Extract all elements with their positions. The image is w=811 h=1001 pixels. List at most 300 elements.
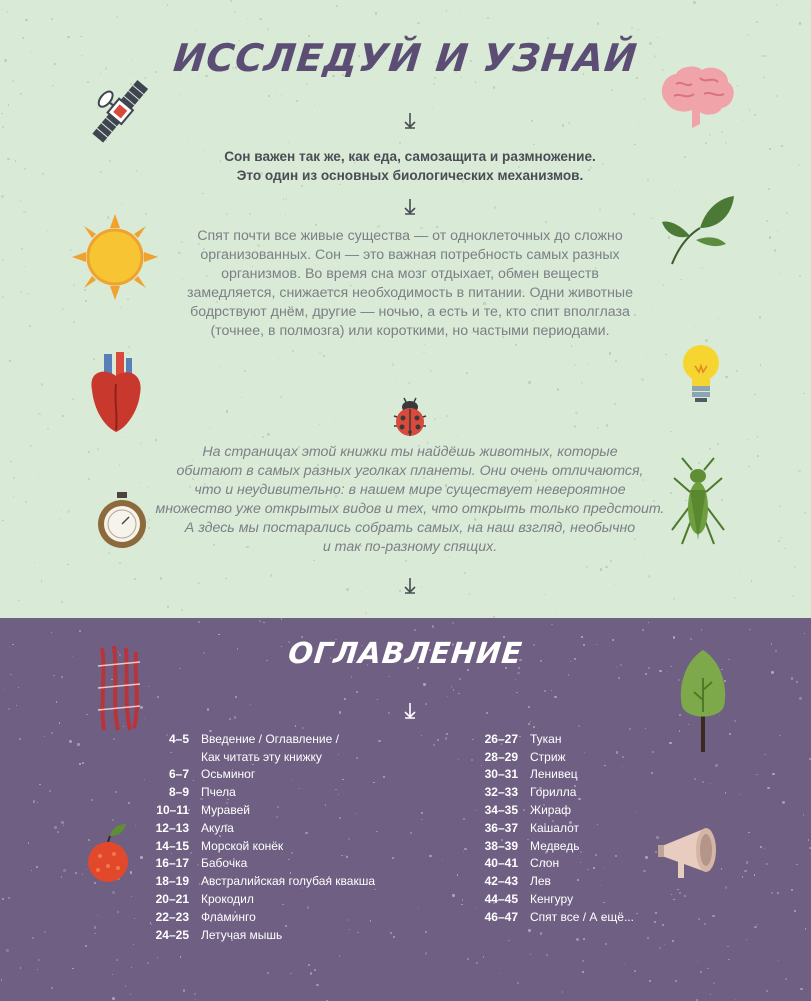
texture-dot — [425, 931, 427, 933]
texture-dot — [393, 936, 395, 938]
body-paragraph: Спят почти все живые существа — от одноклеточных до сложно организованных. Сон — это важная потребность самых разных организмов. Во время сна мозг отдыхает, обмен веществ замедляется, снижается необходимость в питании. Одни животные бодрствуют днём, другие — ночью, а есть и те, кто спит вполглаза (точнее, в полмозга) или короткими, но частыми периодами. — [186, 228, 634, 339]
toc-entry[interactable]: 18–19 Австралийская голубая квакша — [155, 874, 375, 889]
texture-dot — [20, 291, 22, 293]
texture-dot — [155, 439, 157, 441]
texture-dot — [34, 562, 35, 563]
texture-dot — [782, 801, 784, 803]
texture-dot — [615, 584, 616, 585]
brain-icon — [656, 64, 738, 134]
texture-dot — [528, 723, 530, 725]
texture-dot — [740, 570, 741, 571]
texture-dot — [725, 886, 727, 888]
texture-dot — [791, 677, 793, 679]
texture-dot — [452, 622, 454, 624]
texture-dot — [73, 321, 75, 323]
texture-dot — [463, 818, 465, 820]
texture-dot — [562, 991, 564, 993]
texture-dot — [51, 987, 53, 989]
texture-dot — [135, 825, 136, 826]
texture-dot — [134, 918, 135, 919]
toc-entry[interactable]: 12–13 Акула — [155, 820, 234, 835]
texture-dot — [160, 577, 162, 579]
texture-dot — [249, 213, 251, 215]
texture-dot — [308, 964, 310, 966]
toc-entry[interactable]: 24–25 Летучая мышь — [155, 927, 283, 942]
texture-dot — [116, 16, 118, 18]
texture-dot — [148, 686, 149, 687]
texture-dot — [798, 164, 800, 166]
texture-dot — [130, 994, 131, 995]
texture-dot — [648, 575, 650, 577]
texture-dot — [283, 198, 285, 200]
texture-dot — [764, 848, 765, 849]
texture-dot — [1, 195, 3, 197]
texture-dot — [760, 846, 762, 848]
texture-dot — [717, 291, 718, 292]
texture-dot — [86, 714, 88, 716]
texture-dot — [112, 891, 114, 893]
texture-dot — [667, 671, 668, 672]
down-arrow-icon — [403, 577, 417, 595]
texture-dot — [125, 437, 126, 438]
texture-dot — [85, 945, 87, 947]
texture-dot — [140, 442, 142, 444]
texture-dot — [606, 424, 608, 426]
texture-dot — [94, 933, 95, 934]
texture-dot — [423, 352, 424, 353]
texture-dot — [471, 759, 473, 761]
texture-dot — [28, 842, 30, 844]
texture-dot — [636, 812, 638, 814]
texture-dot — [67, 564, 69, 566]
texture-dot — [634, 970, 636, 972]
texture-dot — [528, 381, 530, 383]
toc-entry[interactable]: 32–33 Горилла — [484, 785, 577, 800]
texture-dot — [181, 563, 182, 564]
texture-dot — [116, 959, 118, 961]
texture-dot — [673, 899, 674, 900]
texture-dot — [38, 413, 40, 415]
texture-dot — [255, 436, 256, 437]
texture-dot — [136, 170, 137, 171]
texture-dot — [515, 344, 517, 346]
toc-entry[interactable]: 34–35 Жираф — [484, 803, 572, 818]
texture-dot — [457, 874, 458, 875]
down-arrow-icon — [403, 198, 417, 216]
texture-dot — [20, 93, 22, 95]
texture-dot — [187, 140, 189, 142]
texture-dot — [462, 899, 464, 901]
texture-dot — [30, 445, 32, 447]
texture-dot — [646, 354, 647, 355]
texture-dot — [618, 677, 620, 679]
texture-dot — [652, 751, 654, 753]
texture-dot — [446, 10, 448, 12]
texture-dot — [605, 566, 607, 568]
texture-dot — [786, 212, 788, 214]
toc-entry[interactable]: 26–27 Тукан — [484, 731, 562, 746]
texture-dot — [677, 889, 678, 890]
texture-dot — [605, 943, 607, 945]
texture-dot — [19, 738, 21, 740]
texture-dot — [91, 799, 93, 801]
texture-dot — [665, 354, 667, 356]
texture-dot — [533, 726, 535, 728]
toc-entry[interactable]: 6–7 Осьминог — [168, 767, 256, 782]
texture-dot — [61, 876, 63, 878]
texture-dot — [508, 940, 510, 942]
texture-dot — [530, 954, 531, 955]
texture-dot — [315, 224, 317, 226]
texture-dot — [61, 821, 63, 823]
texture-dot — [63, 869, 65, 871]
texture-dot — [466, 372, 468, 374]
texture-dot — [57, 831, 59, 833]
texture-dot — [433, 744, 435, 746]
texture-dot — [469, 593, 471, 595]
texture-dot — [44, 736, 45, 737]
texture-dot — [133, 944, 134, 945]
texture-dot — [698, 918, 700, 920]
toc-entry[interactable]: 42–43 Лев — [484, 874, 551, 889]
texture-dot — [56, 701, 58, 703]
texture-dot — [24, 168, 26, 170]
texture-dot — [747, 104, 749, 106]
texture-dot — [546, 954, 548, 956]
texture-dot — [670, 431, 672, 433]
orange-fruit-icon — [86, 822, 134, 884]
texture-dot — [235, 696, 237, 698]
texture-dot — [220, 608, 221, 609]
texture-dot — [39, 784, 40, 785]
toc-entry[interactable]: 14–15 Морской конёк — [155, 838, 284, 853]
texture-dot — [648, 622, 649, 623]
texture-dot — [487, 17, 489, 19]
texture-dot — [408, 382, 410, 384]
texture-dot — [649, 980, 651, 982]
texture-dot — [766, 220, 767, 221]
texture-dot — [383, 143, 384, 144]
texture-dot — [799, 275, 800, 276]
texture-dot — [339, 955, 341, 957]
texture-dot — [8, 897, 10, 899]
texture-dot — [555, 615, 556, 616]
texture-dot — [51, 18, 53, 20]
texture-dot — [464, 572, 466, 574]
leaves-icon — [660, 194, 738, 266]
texture-dot — [486, 372, 487, 373]
texture-dot — [134, 578, 136, 580]
texture-dot — [270, 574, 272, 576]
texture-dot — [735, 999, 736, 1000]
texture-dot — [18, 687, 19, 688]
texture-dot — [346, 588, 348, 590]
texture-dot — [339, 711, 341, 713]
texture-dot — [154, 194, 155, 195]
texture-dot — [760, 364, 761, 365]
texture-dot — [475, 81, 476, 82]
texture-dot — [125, 985, 126, 986]
texture-dot — [281, 95, 282, 96]
texture-dot — [768, 188, 770, 190]
texture-dot — [748, 439, 749, 440]
texture-dot — [779, 505, 781, 507]
texture-dot — [418, 908, 419, 909]
texture-dot — [376, 831, 377, 832]
texture-dot — [7, 158, 9, 160]
texture-dot — [693, 1, 695, 3]
toc-entry[interactable]: 46–47 Спят все / А ещё... — [484, 909, 634, 924]
texture-dot — [779, 735, 780, 736]
toc-entry[interactable]: 4–5 Введение / Оглавление / — [168, 731, 339, 746]
texture-dot — [611, 89, 613, 91]
texture-dot — [457, 436, 458, 437]
texture-dot — [119, 562, 121, 564]
toc-entry[interactable]: 22–23 Фламинго — [155, 909, 256, 924]
texture-dot — [21, 248, 23, 250]
texture-dot — [286, 198, 287, 199]
texture-dot — [198, 621, 200, 623]
texture-dot — [108, 552, 110, 554]
texture-dot — [554, 696, 556, 698]
texture-dot — [334, 421, 335, 422]
texture-dot — [645, 673, 647, 675]
texture-dot — [642, 629, 644, 631]
texture-dot — [295, 725, 297, 727]
texture-dot — [113, 738, 115, 740]
texture-dot — [582, 971, 583, 972]
texture-dot — [12, 80, 14, 82]
texture-dot — [651, 218, 652, 219]
texture-dot — [483, 956, 485, 958]
texture-dot — [267, 433, 269, 435]
texture-dot — [494, 206, 496, 208]
texture-dot — [778, 960, 779, 961]
texture-dot — [37, 802, 38, 803]
texture-dot — [568, 122, 570, 124]
ladybug-icon — [390, 394, 430, 438]
texture-dot — [794, 566, 796, 568]
texture-dot — [47, 428, 48, 429]
texture-dot — [18, 600, 20, 602]
texture-dot — [147, 962, 149, 964]
texture-dot — [399, 590, 401, 592]
texture-dot — [575, 412, 577, 414]
texture-dot — [615, 360, 617, 362]
texture-dot — [662, 924, 664, 926]
texture-dot — [388, 712, 390, 714]
toc-entry[interactable]: 16–17 Бабочка — [155, 856, 248, 871]
texture-dot — [82, 874, 83, 875]
texture-dot — [36, 866, 38, 868]
texture-dot — [713, 982, 715, 984]
texture-dot — [748, 466, 750, 468]
texture-dot — [749, 629, 751, 631]
texture-dot — [82, 762, 84, 764]
texture-dot — [766, 990, 768, 992]
texture-dot — [25, 19, 27, 21]
texture-dot — [447, 696, 448, 697]
texture-dot — [641, 378, 643, 380]
texture-dot — [798, 470, 800, 472]
toc-entry[interactable]: 10–11 Муравей — [156, 803, 250, 818]
texture-dot — [725, 792, 726, 793]
texture-dot — [267, 28, 269, 30]
texture-dot — [499, 973, 500, 974]
texture-dot — [69, 740, 71, 742]
texture-dot — [51, 632, 53, 634]
texture-dot — [643, 870, 645, 872]
texture-dot — [429, 855, 431, 857]
texture-dot — [421, 812, 423, 814]
texture-dot — [664, 944, 665, 945]
texture-dot — [769, 148, 770, 149]
texture-dot — [128, 802, 130, 804]
texture-dot — [600, 568, 602, 570]
texture-dot — [754, 114, 756, 116]
texture-dot — [314, 969, 316, 971]
texture-dot — [769, 236, 771, 238]
texture-dot — [486, 712, 488, 714]
texture-dot — [647, 937, 649, 939]
texture-dot — [167, 606, 169, 608]
texture-dot — [247, 18, 248, 19]
texture-dot — [319, 352, 321, 354]
toc-entry[interactable]: Как читать эту книжку — [201, 749, 322, 764]
texture-dot — [528, 706, 530, 708]
toc-entry[interactable]: 30–31 Ленивец — [484, 767, 578, 782]
texture-dot — [292, 350, 294, 352]
muscle-tissue-icon — [90, 644, 146, 732]
texture-dot — [705, 142, 707, 144]
texture-dot — [279, 358, 280, 359]
texture-dot — [33, 800, 35, 802]
texture-dot — [762, 101, 763, 102]
texture-dot — [351, 676, 353, 678]
texture-dot — [707, 968, 708, 969]
texture-dot — [639, 613, 640, 614]
texture-dot — [800, 988, 802, 990]
texture-dot — [791, 889, 793, 891]
texture-dot — [796, 864, 797, 865]
texture-dot — [194, 993, 196, 995]
texture-dot — [1, 113, 3, 115]
texture-dot — [51, 732, 53, 734]
texture-dot — [727, 946, 728, 947]
texture-dot — [545, 221, 547, 223]
texture-dot — [458, 759, 460, 761]
texture-dot — [799, 22, 801, 24]
texture-dot — [88, 451, 90, 453]
texture-dot — [67, 510, 69, 512]
texture-dot — [112, 819, 114, 821]
texture-dot — [410, 832, 412, 834]
texture-dot — [100, 171, 102, 173]
texture-dot — [314, 104, 316, 106]
texture-dot — [38, 959, 40, 961]
texture-dot — [772, 773, 774, 775]
texture-dot — [586, 566, 588, 568]
texture-dot — [3, 689, 5, 691]
texture-dot — [634, 144, 635, 145]
texture-dot — [766, 863, 768, 865]
toc-entry[interactable]: 38–39 Медведь — [484, 838, 580, 853]
toc-entry[interactable]: 44–45 Кенгуру — [484, 892, 574, 907]
texture-dot — [743, 120, 744, 121]
texture-dot — [684, 895, 686, 897]
texture-dot — [467, 958, 469, 960]
toc-entry[interactable]: 8–9 Пчела — [168, 785, 236, 800]
texture-dot — [138, 482, 139, 483]
texture-dot — [61, 601, 63, 603]
texture-dot — [41, 383, 43, 385]
texture-dot — [437, 739, 439, 741]
texture-dot — [389, 676, 390, 677]
toc-entry[interactable]: 28–29 Стриж — [484, 749, 566, 764]
texture-dot — [157, 23, 158, 24]
texture-dot — [671, 894, 673, 896]
texture-dot — [316, 984, 318, 986]
texture-dot — [531, 120, 533, 122]
texture-dot — [582, 960, 584, 962]
texture-dot — [375, 12, 377, 14]
texture-dot — [751, 580, 752, 581]
stopwatch-icon — [96, 490, 148, 550]
texture-dot — [781, 145, 782, 146]
texture-dot — [59, 722, 61, 724]
texture-dot — [694, 778, 696, 780]
texture-dot — [544, 594, 546, 596]
texture-dot — [16, 705, 17, 706]
toc-entry[interactable]: 36–37 Кашалот — [484, 820, 580, 835]
texture-dot — [702, 781, 704, 783]
texture-dot — [226, 213, 228, 215]
texture-dot — [597, 427, 599, 429]
texture-dot — [112, 974, 113, 975]
texture-dot — [20, 200, 22, 202]
texture-dot — [183, 989, 185, 991]
texture-dot — [453, 689, 455, 691]
texture-dot — [697, 961, 698, 962]
grasshopper-icon — [668, 456, 728, 546]
texture-dot — [395, 382, 396, 383]
texture-dot — [356, 691, 358, 693]
texture-dot — [296, 100, 298, 102]
texture-dot — [694, 326, 695, 327]
texture-dot — [319, 424, 320, 425]
texture-dot — [574, 425, 576, 427]
texture-dot — [24, 266, 25, 267]
texture-dot — [702, 267, 703, 268]
texture-dot — [808, 839, 810, 841]
texture-dot — [13, 496, 14, 497]
toc-entry[interactable]: 20–21 Крокодил — [155, 892, 254, 907]
texture-dot — [654, 921, 656, 923]
texture-dot — [157, 696, 159, 698]
texture-dot — [250, 704, 251, 705]
texture-dot — [413, 611, 414, 612]
texture-dot — [746, 861, 748, 863]
texture-dot — [771, 671, 773, 673]
texture-dot — [392, 363, 394, 365]
texture-dot — [446, 733, 448, 735]
toc-entry[interactable]: 40–41 Слон — [484, 856, 560, 871]
texture-dot — [61, 676, 63, 678]
texture-dot — [42, 173, 44, 175]
texture-dot — [735, 721, 736, 722]
texture-dot — [32, 937, 34, 939]
texture-dot — [754, 394, 755, 395]
